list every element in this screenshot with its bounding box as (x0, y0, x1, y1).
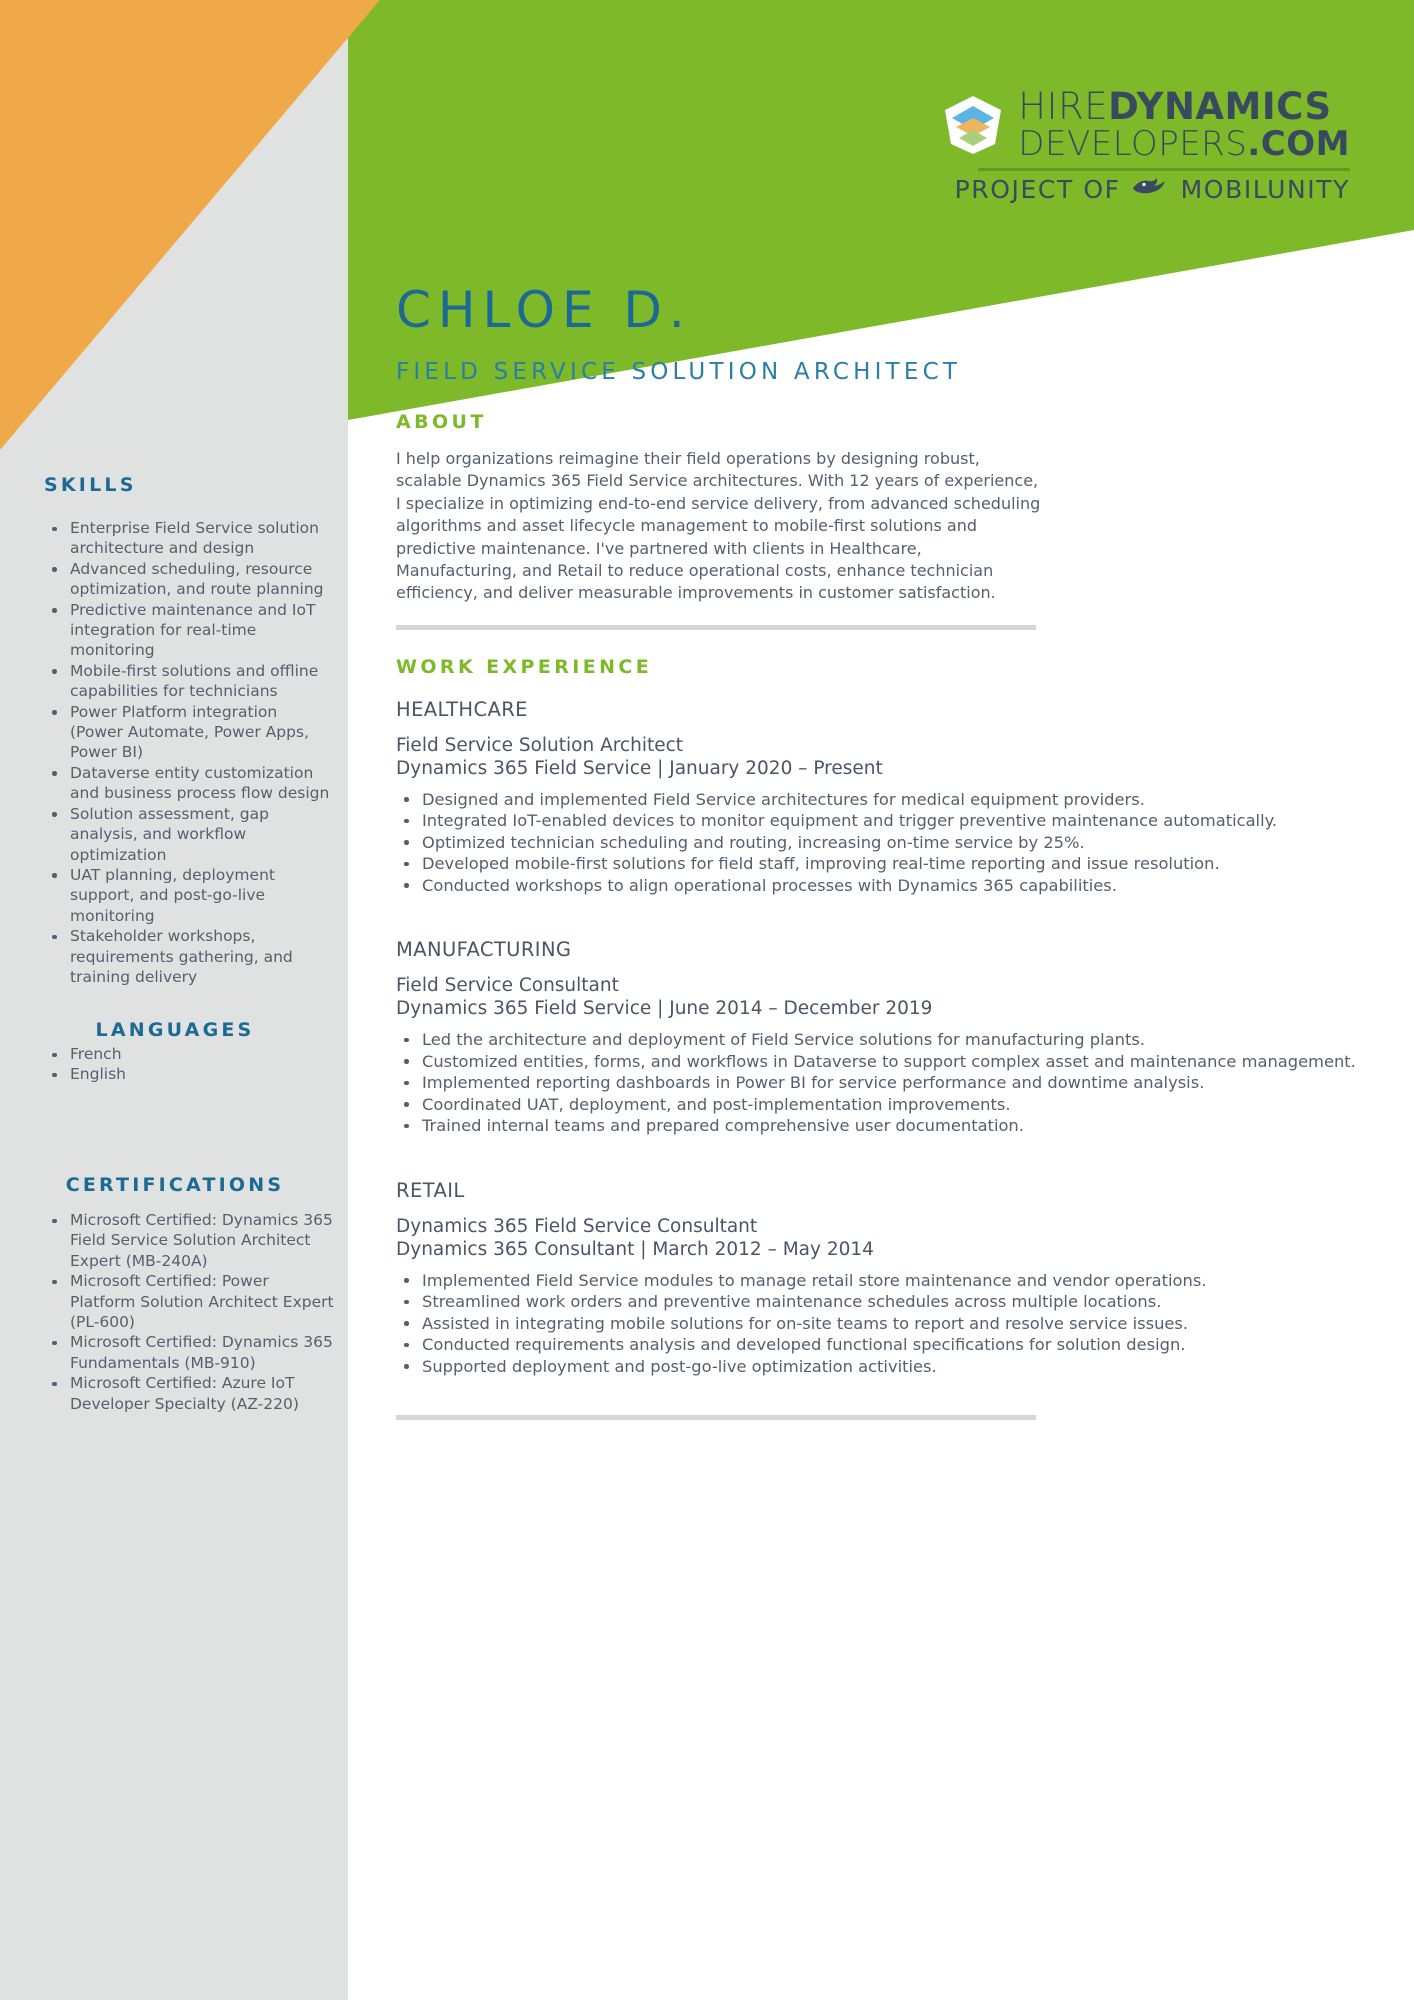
about-paragraph: I help organizations reimagine their field operations by designing robust, scalable Dynamics 365 Field Service architectures. With 12 years of experience, I specialize in optimizing end-to-end service delivery, from advanced scheduling algorithms and asset lifecycle management to mobile-first solutions and predictive maintenance. I've partnered with clients in Healthcare, Manufacturing, and Retail to reduce operational costs, enhance technician efficiency, and deliver measurable improvements in customer satisfaction. (396, 449, 1041, 603)
certifications-heading: CERTIFICATIONS (65, 1174, 285, 1196)
list-item: French (44, 1044, 334, 1064)
list-item: Microsoft Certified: Dynamics 365 Fundamentals (MB-910) (44, 1332, 334, 1373)
list-item: Solution assessment, gap analysis, and workflow optimization (44, 804, 334, 865)
list-item: Assisted in integrating mobile solutions for on-site teams to report and resolve service issues. (396, 1313, 1362, 1335)
logo-divider (978, 168, 1350, 171)
certifications-list (44, 1210, 334, 1414)
list-item: Conducted workshops to align operational processes with Dynamics 365 capabilities. (396, 875, 1362, 897)
footer-divider (396, 1415, 1036, 1420)
list-item: Developed mobile-first solutions for field staff, improving real-time reporting and issue resolution. (396, 853, 1362, 875)
list-item: Optimized technician scheduling and routing, increasing on-time service by 25%. (396, 832, 1362, 854)
job-title: Field Service Solution Architect (396, 734, 684, 756)
experience-entry (396, 698, 1362, 897)
list-item: Power Platform integration (Power Automate, Power Apps, Power BI) (44, 702, 334, 763)
logo-line-1: HIREDYNAMICS (1018, 85, 1332, 128)
sidebar (0, 0, 348, 2000)
list-item: English (44, 1064, 334, 1084)
list-item: Microsoft Certified: Dynamics 365 Field Service Solution Architect Expert (MB-240A) (44, 1210, 334, 1271)
list-item: Customized entities, forms, and workflows in Dataverse to support complex asset and maintenance management. (396, 1051, 1362, 1073)
list-item: Stakeholder workshops, requirements gathering, and training delivery (44, 926, 334, 987)
logo-row (942, 85, 1350, 164)
section-divider (396, 625, 1036, 630)
job-title: Field Service Consultant (396, 975, 619, 997)
languages-list (44, 1044, 334, 1085)
logo-wordmark (1018, 85, 1350, 164)
list-item: Implemented reporting dashboards in Power BI for service performance and downtime analysis. (396, 1072, 1362, 1094)
list-item: Coordinated UAT, deployment, and post-implementation improvements. (396, 1094, 1362, 1116)
list-item: Designed and implemented Field Service architectures for medical equipment providers. (396, 789, 1362, 811)
tagline-prefix: PROJECT OF (954, 175, 1121, 204)
job-title: Dynamics 365 Field Service Consultant (396, 1215, 758, 1237)
job-sector: RETAIL (396, 1178, 465, 1202)
job-meta: Dynamics 365 Field Service | June 2014 – December 2019 (396, 998, 933, 1020)
brand-logo (942, 85, 1350, 204)
list-item: Supported deployment and post-go-live optimization activities. (396, 1356, 1362, 1378)
hire-dynamics-cube-icon (942, 94, 1004, 156)
list-item: Integrated IoT-enabled devices to monitor equipment and trigger preventive maintenance automatically. (396, 810, 1362, 832)
list-item: Enterprise Field Service solution architecture and design (44, 518, 334, 559)
tagline-company: MOBILUNITY (1180, 175, 1350, 204)
spacer (396, 896, 1362, 918)
experience-entry (396, 1179, 1362, 1378)
list-item: Mobile-first solutions and offline capabilities for technicians (44, 661, 334, 702)
list-item: Predictive maintenance and IoT integration for real-time monitoring (44, 600, 334, 661)
mobilunity-bird-icon (1131, 175, 1171, 204)
job-sector: HEALTHCARE (396, 697, 528, 721)
job-sector: MANUFACTURING (396, 938, 572, 962)
work-experience-heading: WORK EXPERIENCE (396, 655, 653, 678)
list-item: Advanced scheduling, resource optimization, and route planning (44, 559, 334, 600)
logo-line-2: DEVELOPERS.COM (1018, 124, 1350, 164)
job-meta: Dynamics 365 Consultant | March 2012 – May 2014 (396, 1238, 874, 1260)
languages-heading: LANGUAGES (95, 1019, 255, 1041)
list-item: Conducted requirements analysis and developed functional specifications for solution design. (396, 1334, 1362, 1356)
skills-list (44, 518, 334, 987)
job-meta: Dynamics 365 Field Service | January 2020 – Present (396, 757, 883, 779)
experience-entry (396, 938, 1362, 1137)
logo-tagline (955, 175, 1350, 204)
skills-heading: SKILLS (44, 474, 137, 496)
list-item: UAT planning, deployment support, and post-go-live monitoring (44, 865, 334, 926)
list-item: Trained internal teams and prepared comprehensive user documentation. (396, 1115, 1362, 1137)
page-title: CHLOE D. (396, 281, 692, 339)
job-bullet-list (396, 789, 1362, 897)
main-content (396, 0, 1362, 1420)
list-item: Implemented Field Service modules to manage retail store maintenance and vendor operations. (396, 1270, 1362, 1292)
spacer (396, 1137, 1362, 1159)
list-item: Microsoft Certified: Azure IoT Developer Specialty (AZ-220) (44, 1373, 334, 1414)
about-heading: ABOUT (396, 411, 487, 433)
list-item: Microsoft Certified: Power Platform Solution Architect Expert (PL-600) (44, 1271, 334, 1332)
list-item: Dataverse entity customization and business process flow design (44, 763, 334, 804)
job-bullet-list (396, 1029, 1362, 1137)
job-role-subtitle: FIELD SERVICE SOLUTION ARCHITECT (396, 359, 962, 385)
job-bullet-list (396, 1270, 1362, 1378)
list-item: Led the architecture and deployment of Field Service solutions for manufacturing plants. (396, 1029, 1362, 1051)
list-item: Streamlined work orders and preventive maintenance schedules across multiple locations. (396, 1291, 1362, 1313)
